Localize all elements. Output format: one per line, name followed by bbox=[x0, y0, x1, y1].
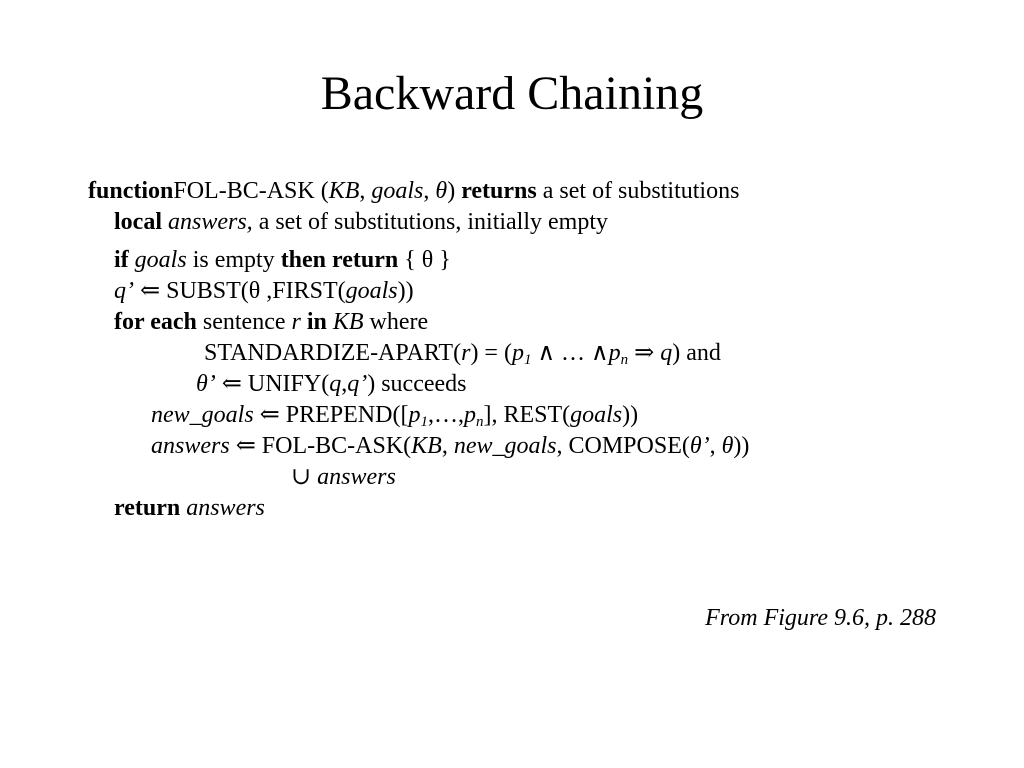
keyword-in: in bbox=[306, 309, 327, 335]
algo-line-function-signature: functionFOL-BC-ASK (KB, goals, θ) returns a set of substitutions bbox=[88, 178, 740, 204]
algo-line-subst: q’ ⇐ SUBST(θ ,FIRST(goals)) bbox=[114, 278, 414, 304]
keyword-returns: returns bbox=[461, 178, 537, 204]
left-arrow-icon: ⇐ bbox=[229, 433, 262, 459]
algo-line-answers-recursive: answers ⇐ FOL-BC-ASK(KB, new_goals, COMPOSE(θ’, θ)) bbox=[151, 433, 750, 459]
algo-line-unify: θ’ ⇐ UNIFY(q,q’) succeeds bbox=[196, 371, 467, 397]
algo-line-union: ∪ answers bbox=[291, 464, 396, 490]
left-arrow-icon: ⇐ bbox=[215, 371, 248, 397]
keyword-function: function bbox=[88, 178, 174, 204]
algo-line-for-each: for each sentence r in KB where bbox=[114, 309, 429, 335]
algo-line-standardize-apart: STANDARDIZE-APART(r) = ($p_1$ ∧ … $\wedge p_n$ ⇒ q) and bbox=[204, 340, 721, 368]
algo-line-new-goals: new_goals ⇐ $PREPEND([p_1,\dots,p_n]$, REST(goals)) bbox=[151, 402, 639, 430]
algo-line-return: return answers bbox=[114, 495, 265, 521]
left-arrow-icon: ⇐ bbox=[253, 402, 286, 428]
left-arrow-icon: ⇐ bbox=[134, 278, 167, 304]
figure-reference: From Figure 9.6, p. 288 bbox=[705, 605, 936, 631]
keyword-local: local bbox=[114, 209, 162, 235]
algo-line-local: local answers, a set of substitutions, initially empty bbox=[114, 209, 608, 235]
keyword-if: if bbox=[114, 247, 129, 273]
algo-line-if-empty: if goals is empty then return { θ } bbox=[114, 247, 451, 273]
keyword-then-return: then return bbox=[280, 247, 399, 273]
keyword-return: return bbox=[114, 495, 181, 521]
union-icon: ∪ bbox=[291, 464, 318, 490]
slide-title: Backward Chaining bbox=[320, 67, 704, 120]
keyword-for-each: for each bbox=[114, 309, 197, 335]
implies-icon: ⇒ bbox=[628, 340, 661, 366]
